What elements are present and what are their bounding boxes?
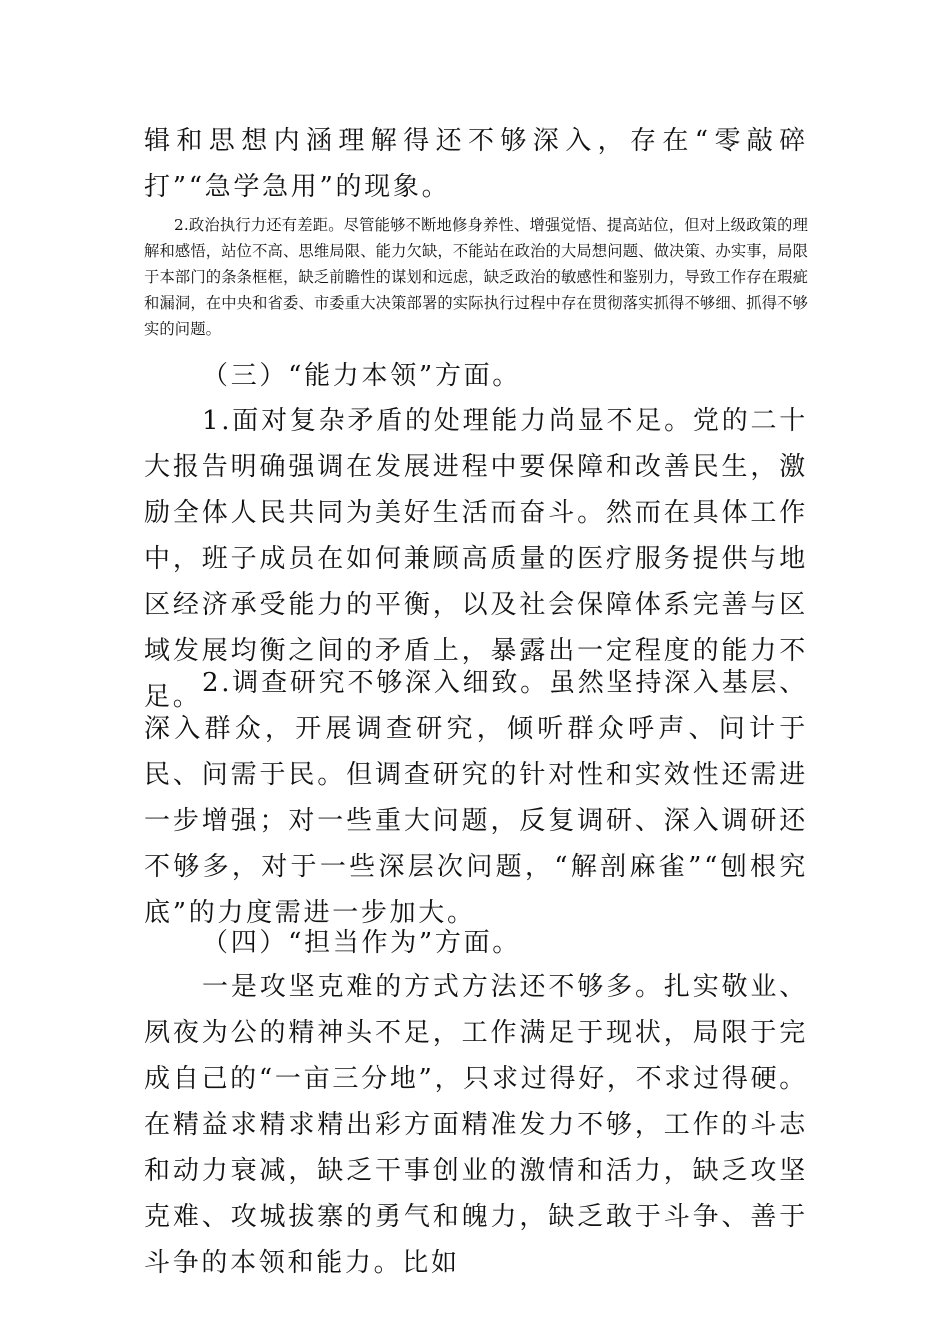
paragraph-action-1: 一是攻坚克难的方式方法还不够多。扎实敬业、夙夜为公的精神头不足，工作满足于现状，局限于完成自己的“一亩三分地”，只求过得好，不求过得硬。在精益求精求精出彩方面精准发力不够，工作的斗志和动力衰减，缺乏干事创业的激情和活力，缺乏攻坚克难、攻城拔寨的勇气和魄力，缺乏敢于斗争、善于斗争的本领和能力。比如: [144, 972, 808, 1278]
section-heading-responsibility: （四）“担当作为”方面。: [202, 928, 521, 958]
paragraph-political-execution: 2.政治执行力还有差距。尽管能够不断地修身养性、增强觉悟、提高站位，但对上级政策的理解和感悟，站位不高、思维局限、能力欠缺，不能站在政治的大局想问题、做决策、办实事，局限于本部门的条条框框，缺乏前瞻性的谋划和远虑，缺乏政治的敏感性和鉴别力，导致工作存在瑕疵和漏洞，在中央和省委、市委重大决策部署的实际执行过程中存在贯彻落实抓得不够细、抓得不够实的问题。: [144, 216, 808, 338]
paragraph-ability-1: 1.面对复杂矛盾的处理能力尚显不足。党的二十大报告明确强调在发展进程中要保障和改善民生，激励全体人民共同为美好生活而奋斗。然而在具体工作中，班子成员在如何兼顾高质量的医疗服务提供与地区经济承受能力的平衡，以及社会保障体系完善与区域发展均衡之间的矛盾上，暴露出一定程度的能力不足。: [144, 406, 808, 712]
paragraph-continued: 辑和思想内涵理解得还不够深入，存在“零敲碎打”“急学急用”的现象。: [144, 126, 808, 202]
section-heading-ability: （三）“能力本领”方面。: [202, 361, 521, 391]
paragraph-ability-2: 2.调查研究不够深入细致。虽然坚持深入基层、深入群众，开展调查研究，倾听群众呼声、问计于民、问需于民。但调查研究的针对性和实效性还需进一步增强；对一些重大问题，反复调研、深入调研还不够多，对于一些深层次问题，“解剖麻雀”“刨根究底”的力度需进一步加大。: [144, 668, 808, 928]
